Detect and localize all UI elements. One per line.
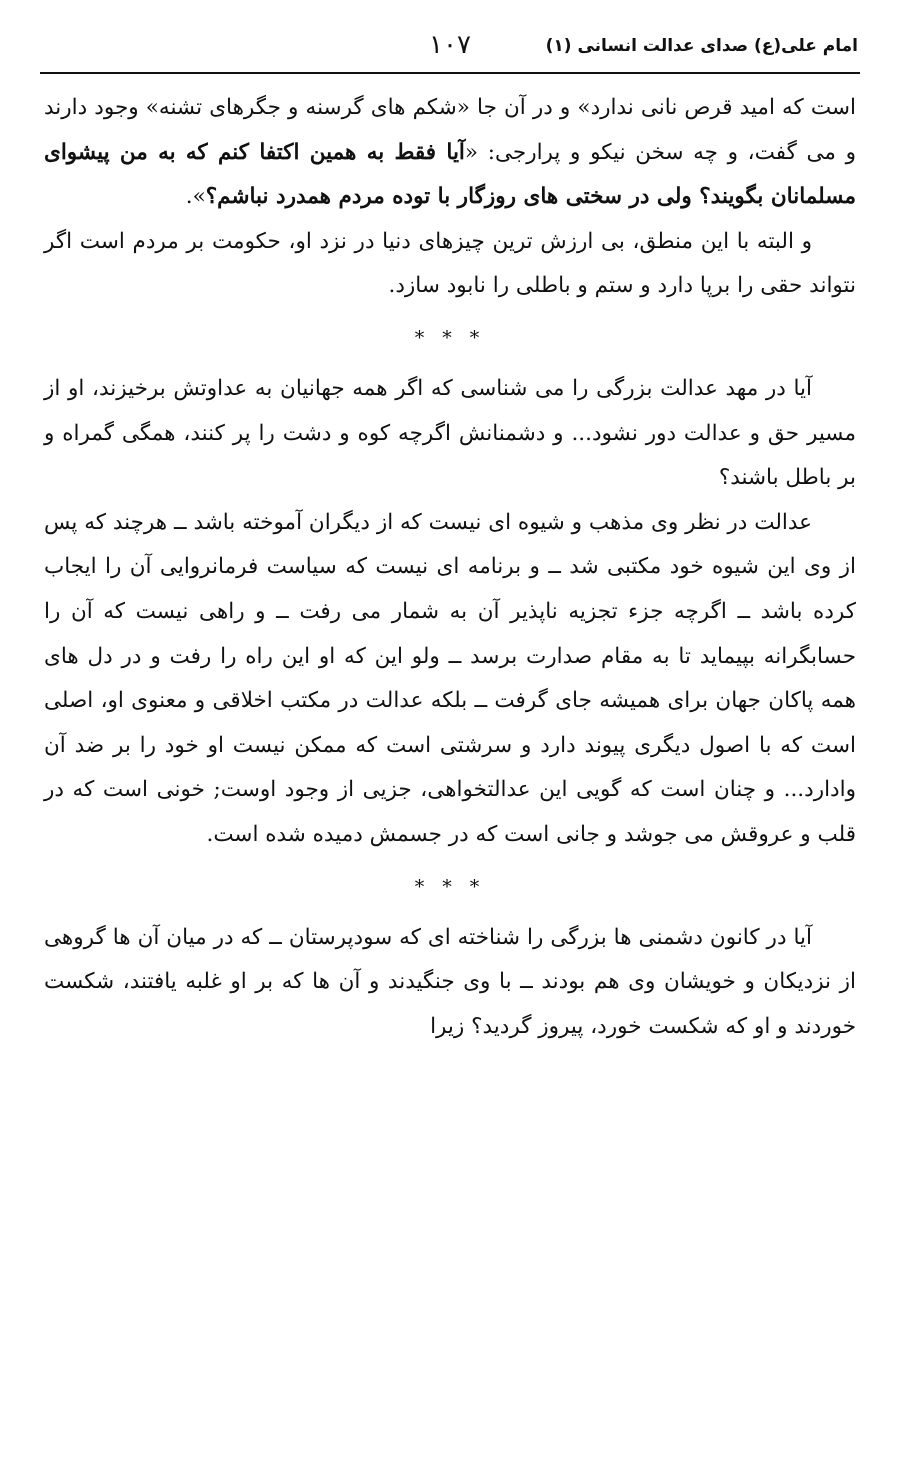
quote-bold: آیا فقط به همین اکتفا کنم که به من پیشوای مسلمانان بگویند؟ ولی در سختی های روزگار با توده مردم همدرد نباشم؟ [44, 139, 856, 210]
book-title: امام علی(ع) صدای عدالت انسانی (۱) [545, 36, 858, 56]
page-number: ۱۰۷ [429, 30, 471, 60]
section-separator: * * * [414, 326, 486, 349]
page-body [44, 86, 856, 1049]
paragraph-4: عدالت در نظر وی مذهب و شیوه ای نیست که از دیگران آموخته باشد ــ هرچند که پس از وی این شیوه خود مکتبی شد ــ و برنامه ای نیست که سیاست فرمانروایی آن را ایجاب کرده باشد ــ اگرچه جزء تجزیه ناپذیر آن به شمار می رفت ــ و راهی نیست که آن را حسابگرانه بپیماید تا به مقام صدارت برسد ــ ولو این که او این راه را رفت و در دل های همه پاکان جهان برای همیشه جای گرفت ــ بلکه عدالت در مکتب اخلاقی و معنوی او، اصلی است که با اصول دیگری پیوند دارد و سرشتی است که ممکن نیست او خود را بر ضد آن وادارد... و چنان است که گویی این عدالتخواهی، جزیی از وجود اوست; خونی است که در قلب و عروقش می جوشد و جانی است که در جسمش دمیده شده است. [44, 509, 856, 847]
header-divider [40, 72, 860, 74]
section-separator: * * * [414, 875, 486, 898]
paragraph-1 [44, 86, 856, 220]
quote-close: ». [185, 184, 206, 210]
paragraph-2: و البته با این منطق، بی ارزش ترین چیزهای دنیا در نزد او، حکومت بر مردم است اگر نتواند حقی را برپا دارد و ستم و باطلی را نابود سازد. [44, 228, 856, 299]
page-header [42, 30, 858, 70]
paragraph-1-text: است که امید قرص نانی ندارد» و در آن جا «شکم های گرسنه و جگرهای تشنه» وجود دارند و می گفت، و چه سخن نیکو و پرارجی: « [44, 95, 856, 165]
paragraph-3: آیا در مهد عدالت بزرگی را می شناسی که اگر همه جهانیان به عداوتش برخیزند، او از مسیر حق و عدالت دور نشود... و دشمنانش اگرچه کوه و دشت را پر کنند، همگی گمراه و بر باطل باشند؟ [44, 375, 856, 491]
paragraph-5: آیا در کانون دشمنی ها بزرگی را شناخته ای که سودپرستان ــ که در میان آن ها گروهی از نزدیکان و خویشان وی هم بودند ــ با وی جنگیدند و آن ها که بر او غلبه یافتند، شکست خوردند و او که شکست خورد، پیروز گردید؟ زیرا [44, 924, 856, 1039]
